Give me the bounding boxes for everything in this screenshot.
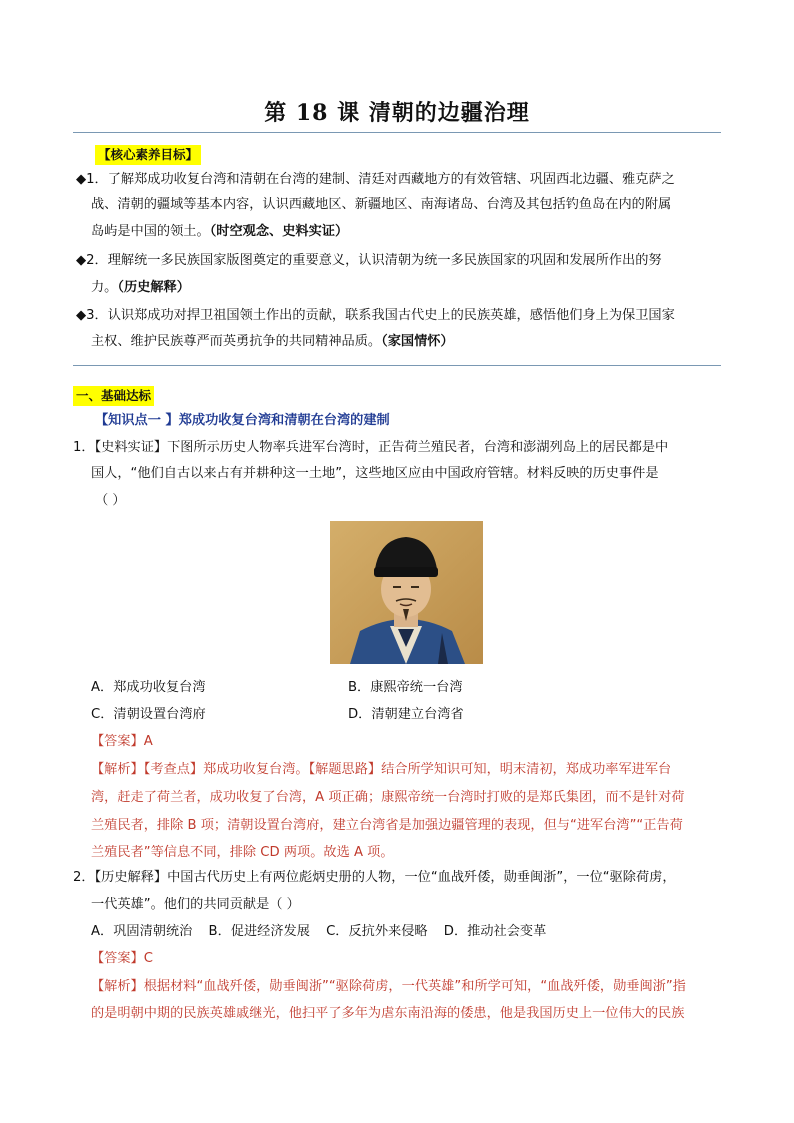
q1-option-a: A．郑成功收复台湾 <box>91 680 206 695</box>
q2-stem-line-1: 2．【历史解释】中国古代历史上有两位彪炳史册的人物，一位“血战歼倭，勋垂闽浙”，一位“驱除荷虏， <box>73 870 676 885</box>
goal-2-line-2 <box>91 279 190 297</box>
q1-option-c: C．清朝设置台湾府 <box>91 707 206 722</box>
divider-bottom <box>73 365 721 366</box>
q1-answer: 【答案】A <box>91 734 153 749</box>
portrait-image <box>330 521 483 664</box>
goal-3-line-2 <box>91 333 454 351</box>
q1-stem-line-3: （ ） <box>95 493 126 508</box>
goal-1-line-1: ◆1．了解郑成功收复台湾和清朝在台湾的建制、清廷对西藏地方的有效管辖、巩固西北边疆、雅克萨之 <box>76 172 675 187</box>
q1-stem-line-2: 国人，“他们自古以来占有并耕种这一土地”，这些地区应由中国政府管辖。材料反映的历史事件是 <box>91 466 659 481</box>
goal-1-tag: （时空观念、史料实证） <box>209 224 349 239</box>
goal-3-text: 主权、维护民族尊严而英勇抗争的共同精神品质。 <box>91 334 382 349</box>
q2-analysis-line-2: 的是明朝中期的民族英雄戚继光，他扫平了多年为虐东南沿海的倭患，他是我国历史上一位伟大的民族 <box>91 1006 685 1021</box>
q1-analysis-line-3: 兰殖民者，排除 B 项；清朝设置台湾府，建立台湾省是加强边疆管理的表现，但与“进军台湾”“正告荷 <box>91 818 683 833</box>
goal-1-line-2: 战、清朝的疆域等基本内容，认识西藏地区、新疆地区、南海诸岛、台湾及其包括钓鱼岛在内的附属 <box>91 197 672 212</box>
divider-top <box>73 132 721 133</box>
q1-analysis-line-4: 兰殖民者”等信息不同，排除 CD 两项。故选 A 项。 <box>91 845 394 860</box>
section-heading: 一、基础达标 <box>73 386 154 406</box>
goal-2-tag: （历史解释） <box>117 280 190 295</box>
goal-2-text: 力。 <box>91 280 118 295</box>
goal-1-line-3 <box>91 223 348 241</box>
q2-stem-line-2: 一代英雄”。他们的共同贡献是（ ） <box>91 897 300 912</box>
portrait-illustration <box>330 521 483 664</box>
goal-1-text: 岛屿是中国的领土。 <box>91 224 210 239</box>
goal-3-tag: （家国情怀） <box>381 334 454 349</box>
goal-2-line-1: ◆2．理解统一多民族国家版图奠定的重要意义，认识清朝为统一多民族国家的巩固和发展所作出的努 <box>76 253 662 268</box>
goals-heading: 【核心素养目标】 <box>95 145 201 165</box>
q2-analysis-line-1: 【解析】根据材料“血战歼倭，勋垂闽浙”“驱除荷虏，一代英雄”和所学可知，“血战歼倭，勋垂闽浙”指 <box>91 979 686 994</box>
q2-options: A．巩固清朝统治 B．促进经济发展 C．反抗外来侵略 D．推动社会变革 <box>91 924 547 939</box>
goal-3-line-1: ◆3．认识郑成功对捍卫祖国领土作出的贡献，联系我国古代史上的民族英雄，感悟他们身上为保卫国家 <box>76 308 675 323</box>
page-title: 第 18 课 清朝的边疆治理 <box>264 100 530 126</box>
knowledge-point-heading: 【知识点一 】郑成功收复台湾和清朝在台湾的建制 <box>95 413 390 428</box>
q2-answer: 【答案】C <box>91 951 153 966</box>
q1-stem-line-1: 1．【史料实证】下图所示历史人物率兵进军台湾时，正告荷兰殖民者，台湾和澎湖列岛上的居民都是中 <box>73 440 669 455</box>
q1-option-b: B．康熙帝统一台湾 <box>348 680 463 695</box>
q1-analysis-line-2: 湾，赶走了荷兰者，成功收复了台湾，A 项正确；康熙帝统一台湾时打败的是郑氏集团，而不是针对荷 <box>91 790 685 805</box>
q1-option-d: D．清朝建立台湾省 <box>348 707 464 722</box>
q1-analysis-line-1: 【解析】【考查点】郑成功收复台湾。【解题思路】结合所学知识可知，明末清初，郑成功率军进军台 <box>91 762 672 777</box>
